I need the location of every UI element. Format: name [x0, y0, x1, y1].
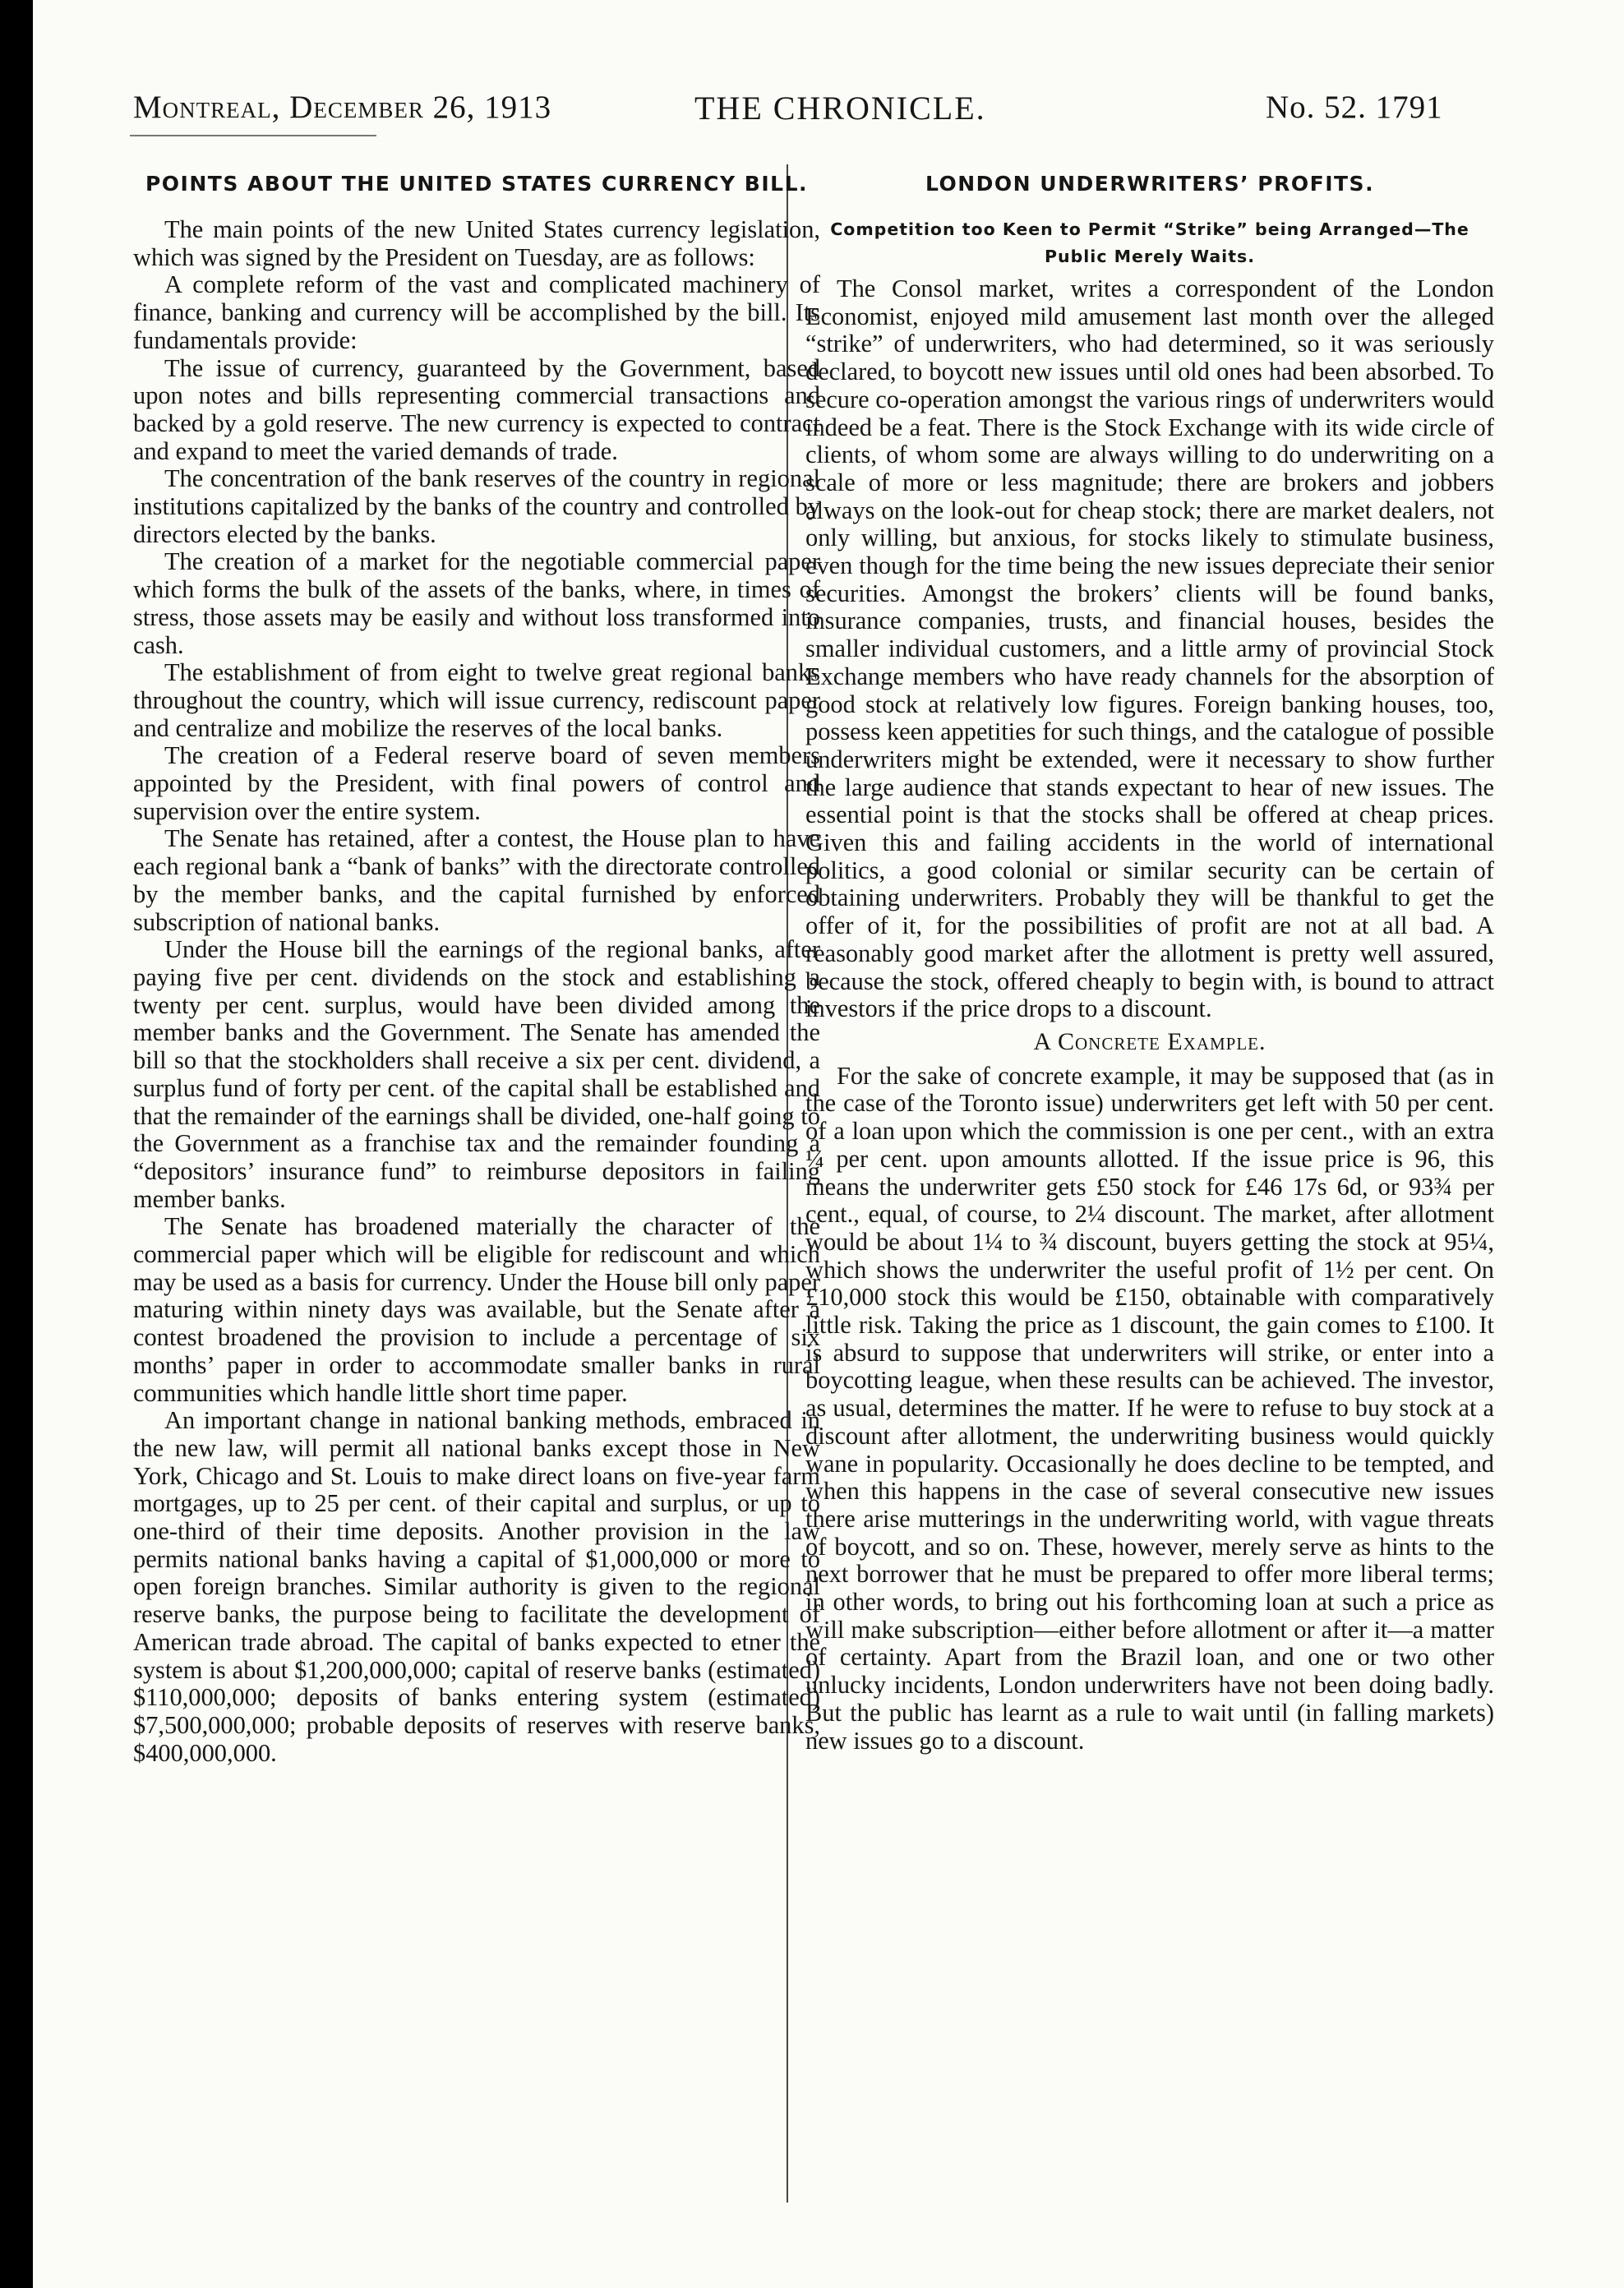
newspaper-page — [33, 0, 1624, 2288]
header-publication-title: THE CHRONICLE. — [694, 90, 986, 127]
paragraph: A complete reform of the vast and complicated machinery of finance, banking and currency will be accomplished by the bill. Its fundamentals provide: — [133, 270, 820, 354]
paragraph: Under the House bill the earnings of the regional banks, after paying five per cent. dividends on the stock and establishing a twenty per cent. surplus, would have been divided among the member banks and the Government. The Senate has amended the bill so that the stockholders shall receive a six per cent. dividend, a surplus fund of forty per cent. of the capital shall be established and that the remainder of the earnings shall be divided, one-half going to the Government as a franchise tax and the remainder founding a “depositors’ insurance fund” to reimburse depositors in failing member banks. — [133, 935, 820, 1213]
paragraph: The issue of currency, guaranteed by the Government, based upon notes and bills representing commercial transactions and backed by a gold reserve. The new currency is expected to contract and expand to meet the varied demands of trade. — [133, 353, 820, 465]
paragraph: An important change in national banking methods, embraced in the new law, will permit all national banks except those in New York, Chicago and St. Louis to make direct loans on five-year farm mortgages, up to 25 per cent. of their capital and surplus, or up to one-third of their time deposits. Another provision in the law permits national banks having a capital of $1,000,000 or more to open foreign branches. Similar authority is given to the regional reserve banks, the purpose being to facilitate the development of American trade abroad. The capital of banks expected to etner the system is about $1,200,000,000; capital of reserve banks (estimated) $110,000,000; deposits of banks entering system (estimated) $7,500,000,000; probable deposits of reserves with reserve banks, $400,000,000. — [133, 1406, 820, 1767]
paragraph: For the sake of concrete example, it may be supposed that (as in the case of the Toronto issue) underwriters get left with 50 per cent. of a loan upon which the commission is one per cent., with an extra ¼ per cent. upon amounts allotted. If the issue price is 96, this means the underwriter gets £50 stock for £46 17s 6d, or 93¾ per cent., equal, of course, to 2¼ discount. The market, after allotment would be about 1¼ to ¾ discount, buyers getting the stock at 95¼, which shows the underwriter the useful profit of 1½ per cent. On £10,000 stock this would be £150, obtainable with comparatively little risk. Taking the price as 1 discount, the gain comes to £100. It is absurd to suppose that underwriters will strike, or enter into a boycotting league, when these results can be achieved. The investor, as usual, determines the matter. If he were to refuse to buy stock at a discount after allotment, the underwriting business would quickly wane in popularity. Occasionally he does decline to be tempted, and when this happens in the case of several consecutive new issues there arise mutterings in the underwriting world, with vague threats of boycott, and so on. These, however, merely serve as hints to the next borrower that he must be prepared to offer more liberal terms; in other words, to bring out his forthcoming loan at such a price as will make subscription—either before allotment or after it—a matter of certainty. Apart from the Brazil loan, and one or two other unlucky incidents, London underwriters have not been doing badly. But the public has learnt as a rule to wait until (in falling markets) new issues go to a discount. — [805, 1061, 1494, 1755]
paragraph: The establishment of from eight to twelve great regional banks throughout the country, which will issue currency, rediscount paper and centralize and mobilize the reserves of the local banks. — [133, 658, 820, 742]
right-column-article — [805, 168, 1494, 1755]
header-issue-page: No. 52. 1791 — [1266, 90, 1443, 125]
paragraph: The Senate has broadened materially the character of the commercial paper which will be eligible for rediscount and which may be used as a basis for currency. Under the House bill only paper maturing within ninety days was available, but the Senate after a contest broadened the provision to include a percentage of six months’ paper in order to accommodate smaller banks in rural communities which handle little short time paper. — [133, 1212, 820, 1407]
article-subtitle: Competition too Keen to Permit “Strike” being Arranged—The Public Merely Waits. — [830, 219, 1469, 266]
paragraph: The concentration of the bank reserves of the country in regional institutions capitalized by the banks of the country and controlled by directors elected by the banks. — [133, 464, 820, 548]
paragraph: The creation of a market for the negotiable commercial paper which forms the bulk of the assets of the banks, where, in times of stress, those assets may be easily and without loss transformed into cash. — [133, 547, 820, 659]
left-column-article — [133, 168, 820, 1767]
article-title-currency-bill: POINTS ABOUT THE UNITED STATES CURRENCY BILL. — [145, 172, 809, 196]
paragraph: The Senate has retained, after a contest, the House plan to have each regional bank a “bank of banks” with the directorate controlled by the member banks, and the capital furnished by enforced subscription of national banks. — [133, 824, 820, 936]
paragraph: The main points of the new United States currency legislation, which was signed by the President on Tuesday, are as follows: — [133, 215, 820, 271]
article-title-underwriters: LONDON UNDERWRITERS’ PROFITS. — [925, 172, 1375, 196]
paragraph: The creation of a Federal reserve board of seven members appointed by the President, with final powers of control and supervision over the entire system. — [133, 741, 820, 825]
header-rule — [130, 135, 376, 136]
running-header — [33, 89, 1624, 130]
section-heading: A Concrete Example. — [1033, 1027, 1266, 1055]
header-dateline: Montreal, December 26, 1913 — [133, 90, 552, 125]
paragraph: The Consol market, writes a correspondent of the London Economist, enjoyed mild amusement last month over the alleged “strike” of underwriters, who had determined, so it was seriously declared, to boycott new issues until old ones had been absorbed. To secure co-operation amongst the various rings of underwriters would indeed be a feat. There is the Stock Exchange with its wide circle of clients, of whom some are always willing to do underwriting on a scale of more or less magnitude; there are brokers and jobbers always on the look-out for cheap stock; there are market dealers, not only willing, but anxious, for stocks likely to stimulate business, even though for the time being the new issues depreciate their senior securities. Amongst the brokers’ clients will be found banks, insurance companies, trusts, and financial houses, besides the smaller individual customers, and a little army of provincial Stock Exchange members who have ready channels for the absorption of good stock at relatively low figures. Foreign banking houses, too, possess keen appetities for such things, and the catalogue of possible underwriters might be extended, were it necessary to show further the large audience that stands expectant to hear of new issues. The essential point is that the stocks shall be offered at cheap prices. Given this and failing accidents in the world of international politics, a good colonial or similar security can be certain of obtaining underwriters. Probably they will be thankful to get the offer of it, for the possibilities of profit are not at all bad. A reasonably good market after the allotment is pretty well assured, because the stock, offered cheaply to begin with, is bound to attract investors if the price drops to a discount. — [805, 274, 1494, 1023]
